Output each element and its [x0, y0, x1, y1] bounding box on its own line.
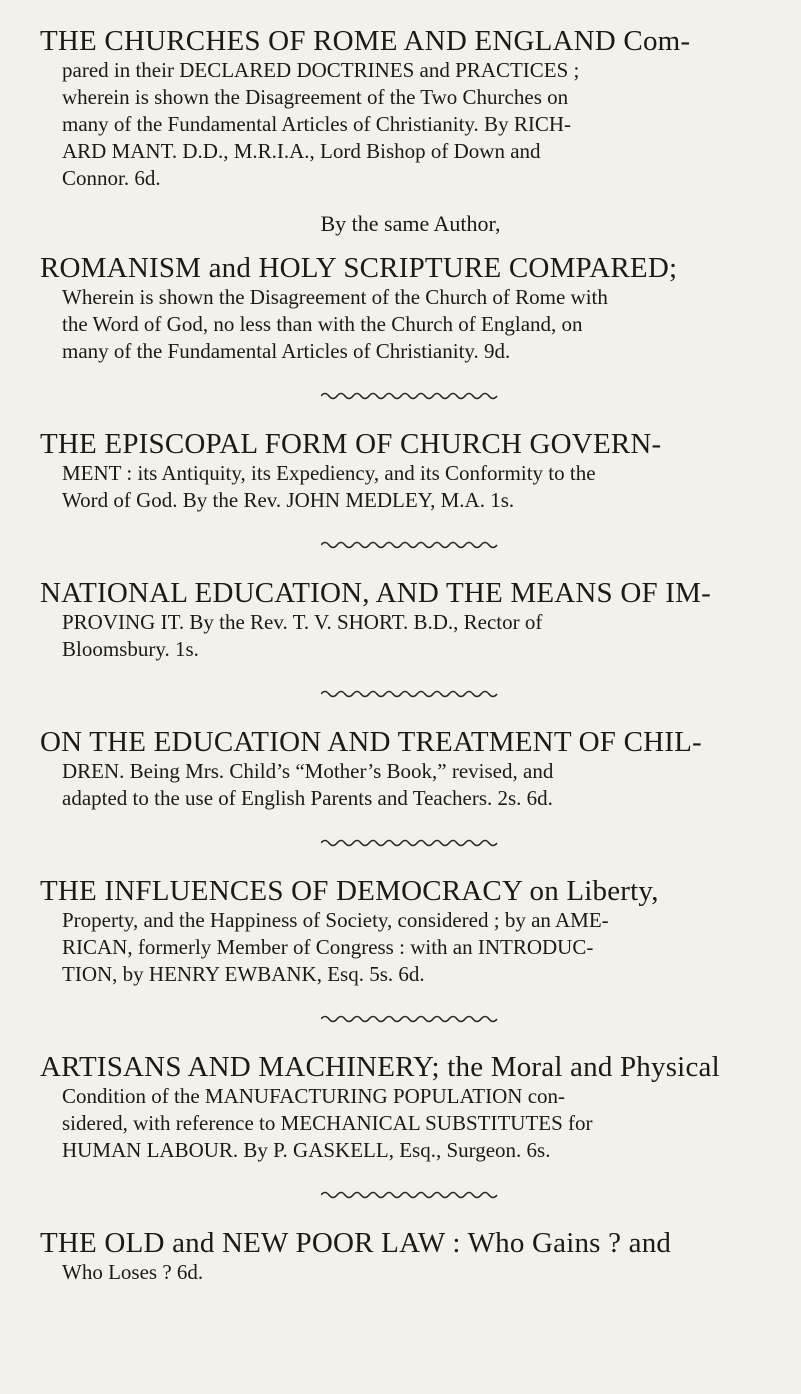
entry-line: ARD MANT. D.D., M.R.I.A., Lord Bishop of Down and [62, 139, 541, 163]
wavy-divider [321, 838, 501, 848]
book-entry [40, 25, 759, 255]
entry-title: ARTISANS AND MACHINERY; the Moral and Physical [40, 1051, 720, 1083]
book-entry [40, 428, 759, 514]
entry-line: PROVING IT. By the Rev. T. V. SHORT. B.D., Rector of [62, 610, 543, 634]
entry-title: ROMANISM and HOLY SCRIPTURE COMPARED; [40, 252, 678, 284]
entry-line: the Word of God, no less than with the Church of England, on [62, 312, 583, 336]
book-entry [40, 1051, 759, 1164]
same-author-note: By the same Author, [320, 211, 501, 236]
entry-line: Who Loses ? 6d. [62, 1260, 204, 1284]
book-entry [40, 726, 759, 812]
entry-line: DREN. Being Mrs. Child’s “Mother’s Book,” revised, and [62, 759, 554, 783]
entry-line: sidered, with reference to MECHANICAL SUBSTITUTES for [62, 1111, 593, 1135]
book-entry [40, 1227, 759, 1286]
entry-line: many of the Fundamental Articles of Christianity. 9d. [62, 339, 511, 363]
entry-line: wherein is shown the Disagreement of the Two Churches on [62, 85, 569, 109]
entry-line: Word of God. By the Rev. JOHN MEDLEY, M.A. 1s. [62, 488, 515, 512]
entry-title: ON THE EDUCATION AND TREATMENT OF CHIL- [40, 726, 702, 758]
entry-line: HUMAN LABOUR. By P. GASKELL, Esq., Surgeon. 6s. [62, 1138, 551, 1162]
wavy-divider [321, 391, 501, 401]
entry-line: Property, and the Happiness of Society, considered ; by an AME- [62, 908, 609, 932]
wavy-divider [321, 540, 501, 550]
entry-line: RICAN, formerly Member of Congress : with an INTRODUC- [62, 935, 594, 959]
entry-line: pared in their DECLARED DOCTRINES and PRACTICES ; [62, 58, 580, 82]
entry-line: MENT : its Antiquity, its Expediency, and its Conformity to the [62, 461, 596, 485]
entry-line: many of the Fundamental Articles of Christianity. By RICH- [62, 112, 571, 136]
book-entry [40, 875, 759, 988]
entry-title: THE CHURCHES OF ROME AND ENGLAND Com- [40, 25, 691, 57]
entry-line: TION, by HENRY EWBANK, Esq. 5s. 6d. [62, 962, 425, 986]
entry-title: THE INFLUENCES OF DEMOCRACY on Liberty, [40, 875, 659, 907]
wavy-divider [321, 1190, 501, 1200]
entry-line: Condition of the MANUFACTURING POPULATION con- [62, 1084, 566, 1108]
entry-line: Wherein is shown the Disagreement of the Church of Rome with [62, 285, 608, 309]
entry-line: adapted to the use of English Parents and Teachers. 2s. 6d. [62, 786, 553, 810]
entry-title: THE EPISCOPAL FORM OF CHURCH GOVERN- [40, 428, 662, 460]
entry-line: Connor. 6d. [62, 166, 161, 190]
entry-line: Bloomsbury. 1s. [62, 637, 199, 661]
entry-title: THE OLD and NEW POOR LAW : Who Gains ? and [40, 1227, 672, 1259]
book-entry [40, 577, 759, 663]
book-entry [40, 252, 759, 365]
entry-title: NATIONAL EDUCATION, AND THE MEANS OF IM- [40, 577, 711, 609]
wavy-divider [321, 689, 501, 699]
wavy-divider [321, 1014, 501, 1024]
